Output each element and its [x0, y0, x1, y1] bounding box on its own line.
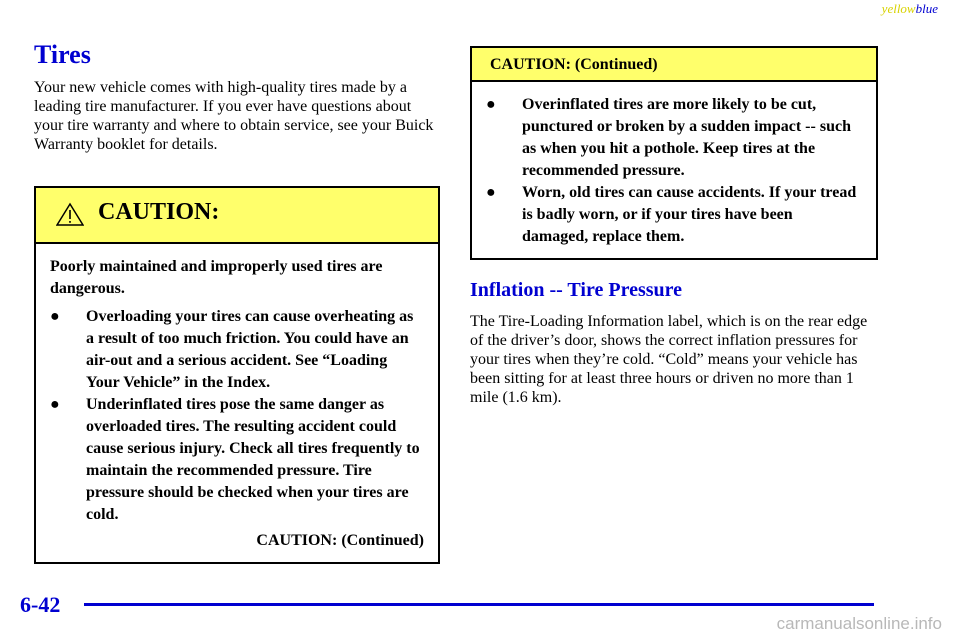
caution-bullet-text: Worn, old tires can cause accidents. If your tread is badly worn, or if your tires have been damaged, replace them. — [522, 184, 857, 245]
caution-body — [36, 244, 438, 562]
footer-rule — [84, 603, 874, 606]
subsection-title: Inflation -- Tire Pressure — [470, 279, 683, 301]
left-column — [34, 40, 440, 564]
section-title: Tires — [34, 40, 91, 69]
caution-bullet-item — [50, 306, 424, 394]
caution-bullet-item — [486, 94, 862, 182]
header-tag-blue: blue — [915, 1, 938, 16]
caution-continued-title: CAUTION: (Continued) — [490, 56, 658, 73]
caution-bullet-text: Underinflated tires pose the same danger as overloaded tires. The resulting accident could cause serious injury. Check all tires frequently to maintain the recommended pressure. Tire pressure should be checked when your tires are cold. — [86, 396, 420, 523]
right-column — [470, 46, 878, 407]
caution-bullet-list — [50, 306, 424, 526]
caution-lead: Poorly maintained and improperly used tires are dangerous. — [50, 258, 383, 297]
caution-header — [36, 188, 438, 244]
intro-paragraph: Your new vehicle comes with high-quality tires made by a leading tire manufacturer. If you ever have questions about your tire warranty and where to obtain service, see your Buick Warranty booklet for details. — [34, 79, 434, 153]
caution-continued-header — [472, 48, 876, 82]
caution-title: CAUTION: — [98, 199, 220, 225]
caution-continued-body — [472, 82, 876, 258]
caution-bullet-text: Overinflated tires are more likely to be cut, punctured or broken by a sudden impact -- such as when you hit a pothole. Keep tires at the recommended pressure. — [522, 96, 851, 179]
bullet-icon: ● — [486, 96, 496, 113]
bullet-icon: ● — [486, 184, 496, 201]
caution-bullet-text: Overloading your tires can cause overheating as a result of too much friction. You could have an air-out and a serious accident. See “Loading Your Vehicle” in the Index. — [86, 308, 414, 391]
watermark: carmanualsonline.info — [776, 614, 942, 633]
caution-bullet-list — [486, 94, 862, 248]
inflation-paragraph: The Tire-Loading Information label, which is on the rear edge of the driver’s door, shows the correct inflation pressures for your tires when they’re cold. “Cold” means your vehicle has been sitting for at least three hours or driven no more than 1 mile (1.6 km). — [470, 313, 868, 406]
caution-continued-footer: CAUTION: (Continued) — [256, 532, 424, 549]
caution-bullet-item — [50, 394, 424, 526]
warning-triangle-icon — [56, 202, 84, 226]
page-number: 6-42 — [20, 592, 61, 617]
bullet-icon: ● — [50, 396, 60, 413]
caution-bullet-item — [486, 182, 862, 248]
caution-box — [34, 186, 440, 564]
header-tag-yellow: yellow — [881, 1, 916, 16]
header-tag — [882, 1, 938, 17]
bullet-icon: ● — [50, 308, 60, 325]
caution-continued-box — [470, 46, 878, 260]
